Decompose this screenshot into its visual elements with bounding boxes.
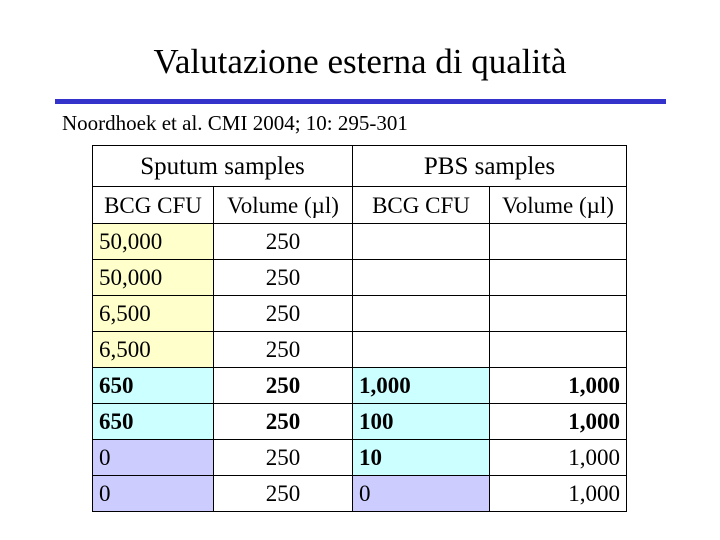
cell-sputum-volume: 250 (214, 476, 353, 512)
cell-pbs-cfu (353, 296, 490, 332)
cell-sputum-volume: 250 (214, 224, 353, 260)
cell-pbs-volume (490, 296, 627, 332)
column-header-pbs-volume: Volume (µl) (490, 187, 627, 224)
cell-sputum-cfu: 0 (93, 440, 214, 476)
cell-sputum-volume: 250 (214, 332, 353, 368)
cell-pbs-cfu: 0 (353, 476, 490, 512)
cell-pbs-volume: 1,000 (490, 476, 627, 512)
cell-pbs-cfu: 10 (353, 440, 490, 476)
table-row (93, 224, 627, 260)
table-row (93, 404, 627, 440)
samples-table (92, 145, 627, 512)
column-header-pbs-cfu: BCG CFU (353, 187, 490, 224)
group-header-pbs: PBS samples (353, 146, 627, 187)
cell-pbs-volume: 1,000 (490, 368, 627, 404)
cell-pbs-cfu: 1,000 (353, 368, 490, 404)
cell-pbs-volume: 1,000 (490, 404, 627, 440)
table-row (93, 296, 627, 332)
column-header-sputum-cfu: BCG CFU (93, 187, 214, 224)
group-header-row (93, 146, 627, 187)
table-row (93, 476, 627, 512)
cell-sputum-volume: 250 (214, 404, 353, 440)
table-row (93, 368, 627, 404)
cell-sputum-volume: 250 (214, 296, 353, 332)
cell-pbs-cfu (353, 260, 490, 296)
cell-sputum-volume: 250 (214, 368, 353, 404)
cell-pbs-volume (490, 332, 627, 368)
cell-pbs-volume (490, 224, 627, 260)
cell-pbs-cfu: 100 (353, 404, 490, 440)
cell-pbs-volume: 1,000 (490, 440, 627, 476)
cell-sputum-volume: 250 (214, 260, 353, 296)
cell-sputum-cfu: 50,000 (93, 260, 214, 296)
cell-sputum-cfu: 650 (93, 368, 214, 404)
slide-title: Valutazione esterna di qualità (153, 42, 567, 81)
table-row (93, 440, 627, 476)
cell-sputum-volume: 250 (214, 440, 353, 476)
cell-pbs-volume (490, 260, 627, 296)
cell-pbs-cfu (353, 224, 490, 260)
cell-sputum-cfu: 650 (93, 404, 214, 440)
cell-sputum-cfu: 0 (93, 476, 214, 512)
cell-sputum-cfu: 6,500 (93, 332, 214, 368)
table-row (93, 260, 627, 296)
citation: Noordhoek et al. CMI 2004; 10: 295-301 (62, 111, 408, 135)
cell-sputum-cfu: 6,500 (93, 296, 214, 332)
column-header-row (93, 187, 627, 224)
cell-pbs-cfu (353, 332, 490, 368)
group-header-sputum: Sputum samples (93, 146, 353, 187)
cell-sputum-cfu: 50,000 (93, 224, 214, 260)
column-header-sputum-volume: Volume (µl) (214, 187, 353, 224)
table-row (93, 332, 627, 368)
title-underline (55, 99, 666, 104)
